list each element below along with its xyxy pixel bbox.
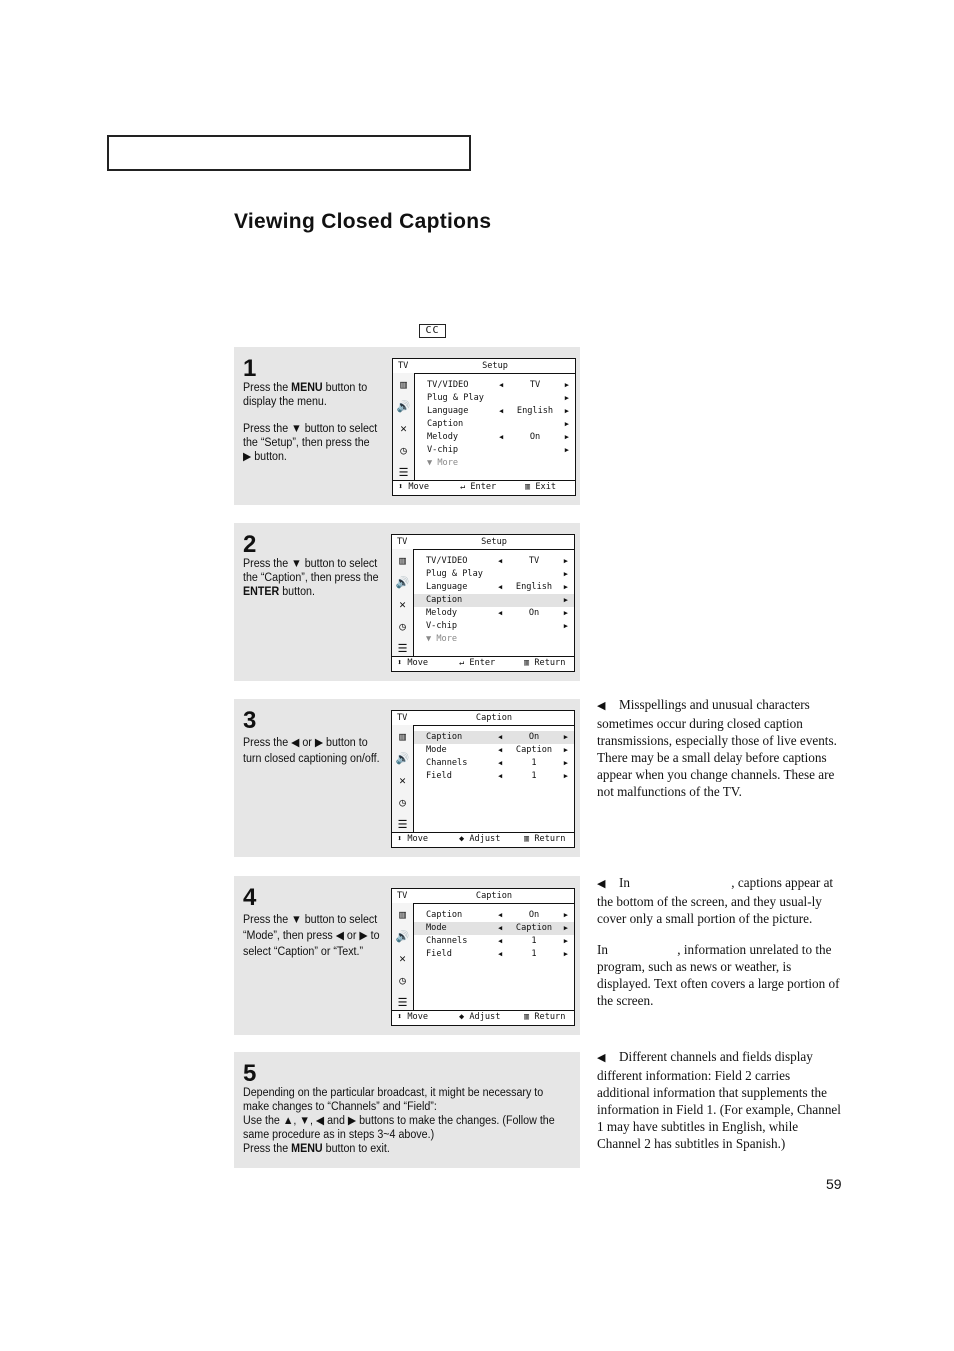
osd-item-label: Field bbox=[426, 949, 452, 959]
osd-title: Setup bbox=[481, 537, 507, 547]
step-3-panel bbox=[234, 699, 580, 857]
osd-source-label: TV bbox=[397, 891, 408, 901]
right-arrow-icon: ▶ bbox=[564, 394, 569, 402]
osd-item-label: Melody bbox=[426, 608, 458, 618]
osd-menu-item[interactable] bbox=[414, 757, 574, 770]
setup-icon: ☰ bbox=[397, 818, 408, 831]
osd-item-label: Language bbox=[427, 406, 469, 416]
osd-title: Setup bbox=[482, 361, 508, 371]
osd-menu-item[interactable] bbox=[414, 620, 574, 633]
left-arrow-icon: ◀ bbox=[498, 950, 503, 958]
osd-menu bbox=[392, 358, 576, 496]
osd-menu-item[interactable] bbox=[415, 379, 575, 392]
osd-item-value: Caption bbox=[515, 923, 553, 933]
note-caption-text-modes: ◀ In , captions appear at the bottom of the screen, and they usual-ly cover only a small portion of the picture. In , information unrelated to the program, such as news or weather, is displayed. Text often covers a large portion of the screen. bbox=[597, 875, 840, 1008]
step-number: 5 bbox=[243, 1060, 257, 1087]
osd-menu-list bbox=[414, 731, 574, 783]
osd-item-value: On bbox=[529, 432, 541, 442]
osd-item-value: On bbox=[528, 608, 540, 618]
osd-menu-item[interactable] bbox=[414, 935, 574, 948]
osd-footer-hint: ▥ Return bbox=[524, 1012, 566, 1022]
osd-source-label: TV bbox=[398, 361, 409, 371]
right-arrow-icon: ▶ bbox=[563, 772, 568, 780]
step-number: 3 bbox=[243, 707, 257, 734]
right-arrow-icon: ▶ bbox=[563, 924, 568, 932]
right-arrow-icon: ▶ bbox=[564, 446, 569, 454]
osd-header bbox=[393, 359, 575, 374]
sound-icon: 🔊 bbox=[395, 930, 410, 943]
header-box bbox=[107, 135, 471, 171]
osd-menu-item[interactable] bbox=[414, 909, 574, 922]
osd-footer-hint: ▥ Return bbox=[524, 658, 566, 668]
osd-item-value: 1 bbox=[531, 758, 537, 768]
left-arrow-icon: ◀ bbox=[498, 924, 503, 932]
right-arrow-icon: ▶ bbox=[563, 557, 568, 565]
right-arrow-icon: ▶ bbox=[563, 746, 568, 754]
step-instructions: Press the MENU button to display the menu. Press the ▼ button to select the “Setup”, then press the ▶ button. bbox=[243, 382, 378, 463]
right-arrow-icon: ▶ bbox=[563, 596, 568, 604]
right-arrow-icon: ▶ bbox=[564, 433, 569, 441]
left-arrow-icon: ◀ bbox=[499, 433, 504, 441]
step-2-panel bbox=[234, 523, 580, 681]
osd-item-label: TV/VIDEO bbox=[426, 556, 468, 566]
osd-footer-hint: ⬍ Move bbox=[398, 482, 430, 492]
osd-menu-item[interactable] bbox=[415, 431, 575, 444]
osd-item-label: Mode bbox=[426, 745, 447, 755]
note-channels-fields: ◀ Different channels and fields display different information: Field 2 carries additional information that supplements the information in Field 1. (For example, Channel 1 may have subtitles in English, while Channel 2 has subtitles in Spanish.) bbox=[597, 1049, 841, 1151]
osd-menu-list bbox=[414, 555, 574, 646]
right-arrow-icon: ▶ bbox=[563, 622, 568, 630]
left-arrow-icon: ◀ bbox=[498, 759, 503, 767]
osd-item-label: Caption bbox=[426, 595, 463, 605]
step-5-panel bbox=[234, 1052, 580, 1168]
osd-menu-item[interactable] bbox=[415, 392, 575, 405]
step-4-panel bbox=[234, 876, 580, 1035]
osd-menu-item[interactable] bbox=[414, 633, 574, 646]
osd-item-value: TV bbox=[528, 556, 540, 566]
osd-footer-hint: ▥ Return bbox=[524, 834, 566, 844]
step-number: 1 bbox=[243, 355, 257, 382]
osd-item-value: Caption bbox=[515, 745, 553, 755]
osd-sidebar bbox=[392, 903, 414, 1011]
osd-footer-hint: ⬍ Move bbox=[397, 658, 429, 668]
left-arrow-icon: ◀ bbox=[498, 609, 503, 617]
left-arrow-icon: ◀ bbox=[498, 583, 503, 591]
picture-icon: ▥ bbox=[399, 730, 406, 743]
osd-item-label: Melody bbox=[427, 432, 459, 442]
sound-icon: 🔊 bbox=[395, 752, 410, 765]
osd-item-value: 1 bbox=[531, 949, 537, 959]
setup-icon: ☰ bbox=[398, 466, 409, 479]
osd-menu-item[interactable] bbox=[414, 568, 574, 581]
osd-menu bbox=[391, 534, 575, 672]
osd-footer bbox=[392, 656, 574, 671]
osd-sidebar bbox=[392, 549, 414, 657]
osd-menu bbox=[391, 710, 575, 848]
osd-menu-item[interactable] bbox=[414, 607, 574, 620]
osd-source-label: TV bbox=[397, 537, 408, 547]
step-instructions: Press the ◀ or ▶ button to turn closed captioning on/off. bbox=[243, 737, 380, 765]
osd-header bbox=[392, 889, 574, 904]
osd-footer-hint: ⬍ Move bbox=[397, 834, 429, 844]
step-1-panel bbox=[234, 347, 580, 505]
osd-item-value: 1 bbox=[531, 936, 537, 946]
left-arrow-icon: ◀ bbox=[498, 746, 503, 754]
osd-header bbox=[392, 535, 574, 550]
osd-menu-item[interactable] bbox=[414, 744, 574, 757]
right-arrow-icon: ▶ bbox=[563, 911, 568, 919]
right-arrow-icon: ▶ bbox=[563, 759, 568, 767]
osd-item-label: ▼ More bbox=[427, 458, 459, 468]
osd-menu-item[interactable] bbox=[415, 405, 575, 418]
osd-menu-list bbox=[414, 909, 574, 961]
osd-menu-item[interactable] bbox=[414, 770, 574, 783]
osd-title: Caption bbox=[475, 713, 513, 723]
osd-sidebar bbox=[392, 725, 414, 833]
osd-item-value: English bbox=[516, 406, 554, 416]
right-arrow-icon: ▶ bbox=[563, 937, 568, 945]
osd-item-value: On bbox=[528, 732, 540, 742]
right-arrow-icon: ▶ bbox=[563, 583, 568, 591]
osd-item-label: TV/VIDEO bbox=[427, 380, 469, 390]
right-arrow-icon: ▶ bbox=[563, 570, 568, 578]
time-icon: ◷ bbox=[400, 444, 407, 457]
osd-footer-hint: ⬍ Move bbox=[397, 1012, 429, 1022]
osd-menu-item[interactable] bbox=[414, 594, 574, 607]
osd-menu-item[interactable] bbox=[414, 555, 574, 568]
osd-source-label: TV bbox=[397, 713, 408, 723]
right-arrow-icon: ▶ bbox=[563, 733, 568, 741]
osd-item-label: Plug & Play bbox=[426, 569, 483, 579]
osd-item-label: ▼ More bbox=[426, 634, 458, 644]
osd-item-label: Caption bbox=[427, 419, 464, 429]
osd-menu-item[interactable] bbox=[415, 444, 575, 457]
left-arrow-icon: ◀ bbox=[498, 733, 503, 741]
time-icon: ◷ bbox=[399, 620, 406, 633]
step-instructions: Depending on the particular broadcast, it might be necessary to make changes to “Channels” and “Field”: Use the ▲, ▼, ◀ and ▶ buttons to make the changes. (Follow the same procedure as in steps 3~4 above.) Press the MENU button to exit. bbox=[243, 1087, 555, 1155]
note-misspellings: ◀ Misspellings and unusual characters sometimes occur during closed caption transmissions, especially those of live events. There may be a small delay before captions appear when you change channels. These are not malfunctions of the TV. bbox=[597, 697, 837, 799]
osd-item-label: V-chip bbox=[426, 621, 458, 631]
osd-item-label: Mode bbox=[426, 923, 447, 933]
osd-item-label: V-chip bbox=[427, 445, 459, 455]
osd-menu-item[interactable] bbox=[414, 948, 574, 961]
osd-sidebar bbox=[393, 373, 415, 481]
osd-item-label: Channels bbox=[426, 936, 468, 946]
osd-item-label: Field bbox=[426, 771, 452, 781]
right-arrow-icon: ▶ bbox=[563, 950, 568, 958]
right-arrow-icon: ▶ bbox=[564, 407, 569, 415]
step-instructions: Press the ▼ button to select the “Caption”, then press the ENTER button. bbox=[243, 558, 379, 598]
setup-icon: ☰ bbox=[397, 642, 408, 655]
picture-icon: ▥ bbox=[399, 908, 406, 921]
osd-item-value: On bbox=[528, 910, 540, 920]
left-arrow-icon: ◀ bbox=[498, 911, 503, 919]
left-arrow-icon: ◀ bbox=[499, 381, 504, 389]
osd-menu-item[interactable] bbox=[414, 922, 574, 935]
sound-icon: 🔊 bbox=[395, 576, 410, 589]
step-number: 4 bbox=[243, 884, 257, 911]
right-arrow-icon: ▶ bbox=[563, 609, 568, 617]
picture-icon: ▥ bbox=[400, 378, 407, 391]
channel-icon: ✕ bbox=[399, 598, 406, 611]
picture-icon: ▥ bbox=[399, 554, 406, 567]
osd-item-value: English bbox=[515, 582, 553, 592]
time-icon: ◷ bbox=[399, 796, 406, 809]
osd-menu-item[interactable] bbox=[414, 581, 574, 594]
osd-menu-item[interactable] bbox=[414, 731, 574, 744]
osd-header bbox=[392, 711, 574, 726]
osd-menu-item[interactable] bbox=[415, 457, 575, 470]
right-arrow-icon: ▶ bbox=[564, 381, 569, 389]
setup-icon: ☰ bbox=[397, 996, 408, 1009]
osd-footer bbox=[392, 1010, 574, 1025]
osd-footer-hint: ◆ Adjust bbox=[459, 1012, 501, 1022]
osd-item-label: Caption bbox=[426, 910, 463, 920]
left-arrow-icon: ◀ bbox=[498, 937, 503, 945]
osd-footer bbox=[393, 480, 575, 495]
page-title: Viewing Closed Captions bbox=[234, 210, 492, 233]
osd-item-label: Plug & Play bbox=[427, 393, 484, 403]
osd-footer-hint: ▥ Exit bbox=[525, 482, 557, 492]
osd-item-value: 1 bbox=[531, 771, 537, 781]
osd-item-value: TV bbox=[529, 380, 541, 390]
page-number: 59 bbox=[826, 1176, 842, 1192]
left-arrow-icon: ◀ bbox=[498, 772, 503, 780]
osd-footer-hint: ↵ Enter bbox=[459, 658, 496, 668]
osd-menu bbox=[391, 888, 575, 1026]
channel-icon: ✕ bbox=[399, 952, 406, 965]
channel-icon: ✕ bbox=[399, 774, 406, 787]
cc-button-icon: CC bbox=[419, 324, 446, 338]
osd-footer-hint: ◆ Adjust bbox=[459, 834, 501, 844]
channel-icon: ✕ bbox=[400, 422, 407, 435]
osd-footer bbox=[392, 832, 574, 847]
step-number: 2 bbox=[243, 531, 257, 558]
osd-title: Caption bbox=[475, 891, 513, 901]
sound-icon: 🔊 bbox=[396, 400, 411, 413]
osd-item-label: Channels bbox=[426, 758, 468, 768]
step-instructions: Press the ▼ button to select “Mode”, then press ◀ or ▶ to select “Caption” or “Text.” bbox=[243, 914, 380, 958]
osd-menu-list bbox=[415, 379, 575, 470]
left-arrow-icon: ◀ bbox=[498, 557, 503, 565]
right-arrow-icon: ▶ bbox=[564, 420, 569, 428]
osd-footer-hint: ↵ Enter bbox=[460, 482, 497, 492]
osd-item-label: Caption bbox=[426, 732, 463, 742]
osd-menu-item[interactable] bbox=[415, 418, 575, 431]
time-icon: ◷ bbox=[399, 974, 406, 987]
left-arrow-icon: ◀ bbox=[499, 407, 504, 415]
osd-item-label: Language bbox=[426, 582, 468, 592]
